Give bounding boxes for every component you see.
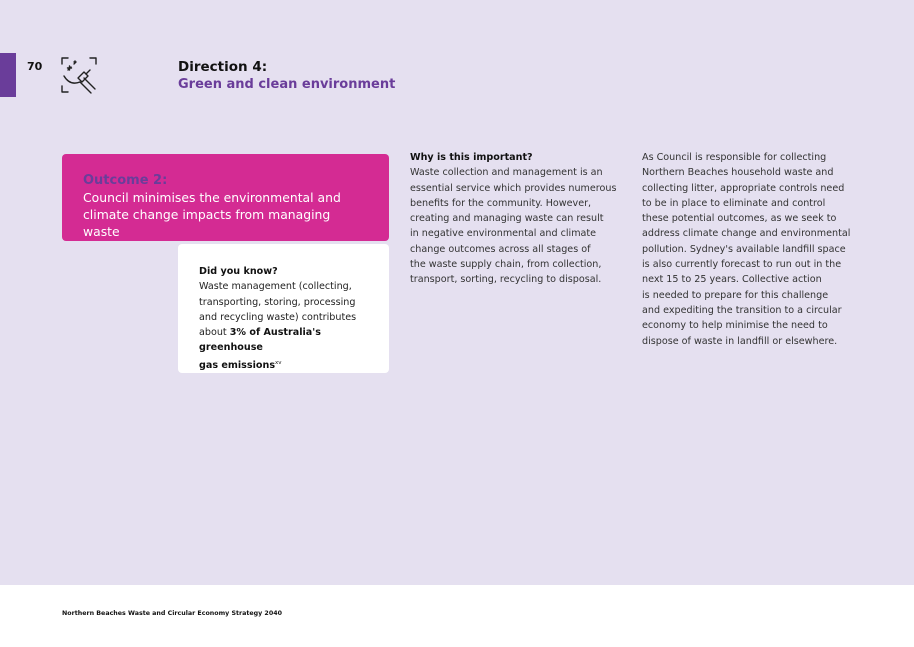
outcome-text <box>83 189 369 240</box>
outcome-box <box>62 154 389 241</box>
did-you-know-line <box>199 325 377 356</box>
did-you-know-prefix: about <box>199 327 230 339</box>
paragraph-line: these potential outcomes, as we seek to <box>642 213 837 225</box>
direction-title: Direction 4: <box>178 59 268 75</box>
paragraph-line: next 15 to 25 years. Collective action <box>642 274 822 286</box>
paragraph-line: and expediting the transition to a circular <box>642 304 842 316</box>
why-important-heading: Why is this important? <box>410 152 533 163</box>
outcome-title: Outcome 2: <box>83 173 168 188</box>
paragraph-line: is needed to prepare for this challenge <box>642 289 829 301</box>
did-you-know-title: Did you know? <box>199 266 278 277</box>
council-responsibility-column <box>642 150 872 349</box>
did-you-know-highlight: 3% of Australia's greenhouse <box>199 327 321 354</box>
did-you-know-highlight: gas emissions <box>199 359 276 371</box>
why-important-paragraph <box>410 165 630 287</box>
paragraph-line: As Council is responsible for collecting <box>642 152 827 163</box>
paragraph-line: Northern Beaches household waste and <box>642 167 834 179</box>
footnote-reference: xv <box>275 359 282 366</box>
did-you-know-box <box>178 244 389 373</box>
why-important-column <box>410 150 630 288</box>
paragraph-line: is also currently forecast to run out in the <box>642 259 842 271</box>
did-you-know-line: Waste management (collecting, <box>199 281 352 293</box>
paragraph-line: to be in place to eliminate and control <box>642 197 826 209</box>
paragraph-line: benefits for the community. However, <box>410 197 592 209</box>
paragraph-line: change outcomes across all stages of <box>410 243 591 255</box>
paragraph-line: economy to help minimise the need to <box>642 320 828 332</box>
paragraph-line: essential service which provides numerous <box>410 182 617 194</box>
paragraph-line: the waste supply chain, from collection, <box>410 259 602 271</box>
paragraph-line: collecting litter, appropriate controls need <box>642 182 845 194</box>
footer-document-title: Northern Beaches Waste and Circular Economy Strategy 2040 <box>62 610 282 617</box>
direction-subtitle: Green and clean environment <box>178 77 396 92</box>
did-you-know-line: and recycling waste) contributes <box>199 311 357 323</box>
outcome-line: Council minimises the environmental and <box>83 190 341 205</box>
cleaning-squeegee-icon <box>60 56 98 94</box>
paragraph-line: Waste collection and management is an <box>410 167 603 179</box>
side-tab-marker <box>0 53 16 97</box>
did-you-know-line <box>199 356 377 373</box>
paragraph-line: creating and managing waste can result <box>410 213 604 225</box>
council-responsibility-paragraph <box>642 150 872 349</box>
paragraph-line: transport, sorting, recycling to disposal. <box>410 274 602 286</box>
paragraph-line: in negative environmental and climate <box>410 228 597 240</box>
page-number: 70 <box>27 60 43 73</box>
outcome-line: climate change impacts from managing waste <box>83 207 331 239</box>
did-you-know-line: transporting, storing, processing <box>199 296 356 308</box>
paragraph-line: pollution. Sydney's available landfill space <box>642 243 846 255</box>
paragraph-line: dispose of waste in landfill or elsewhere. <box>642 335 838 347</box>
paragraph-line: address climate change and environmental <box>642 228 851 240</box>
